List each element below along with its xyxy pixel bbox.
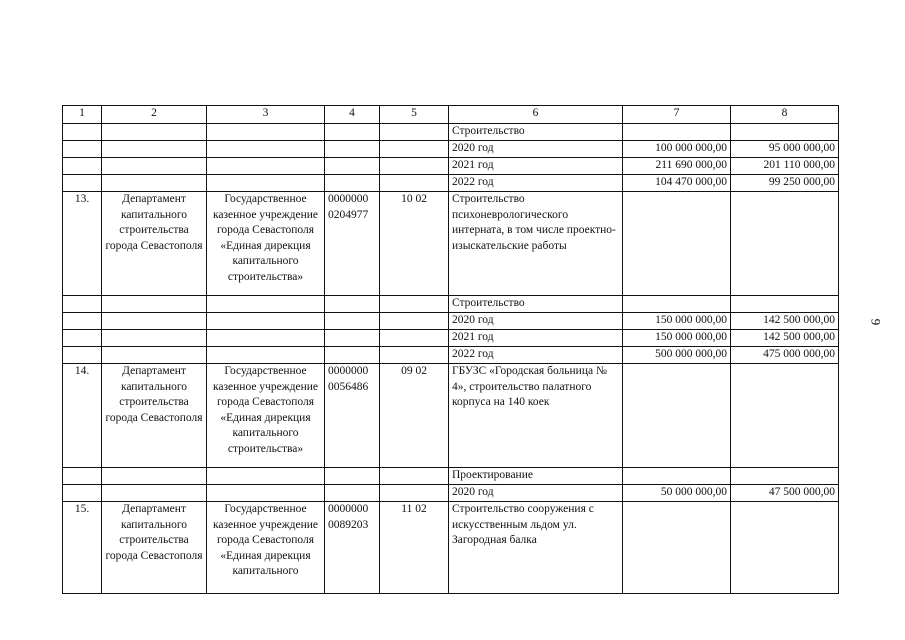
- header-cell-7: 7: [623, 106, 731, 124]
- empty-cell: [102, 141, 207, 158]
- institution-name: Государственное казенное учреждение города Севастополя «Единая дирекция капитального строительства»: [207, 364, 325, 468]
- item-label: 2021 год: [449, 158, 623, 175]
- amount-col8: 95 000 000,00: [731, 141, 839, 158]
- item-number: 14.: [63, 364, 102, 468]
- empty-cell: [731, 364, 839, 468]
- empty-cell: [380, 330, 449, 347]
- institution-name: Государственное казенное учреждение города Севастополя «Единая дирекция капитального: [207, 502, 325, 594]
- item-label: Строительство: [449, 124, 623, 141]
- empty-cell: [207, 330, 325, 347]
- object-description: Строительство сооружения с искусственным льдом ул. Загородная балка: [449, 502, 623, 594]
- item-label: Проектирование: [449, 468, 623, 485]
- amount-col8: 47 500 000,00: [731, 485, 839, 502]
- item-label: 2022 год: [449, 175, 623, 192]
- sub-row: [63, 296, 839, 313]
- empty-cell: [102, 158, 207, 175]
- amount-col8: 201 110 000,00: [731, 158, 839, 175]
- amount-col8: 142 500 000,00: [731, 313, 839, 330]
- object-code: 0000000 0056486: [325, 364, 380, 468]
- object-code: 0000000 0089203: [325, 502, 380, 594]
- empty-cell: [63, 175, 102, 192]
- empty-cell: [102, 347, 207, 364]
- item-number: 13.: [63, 192, 102, 296]
- header-row: [63, 106, 839, 124]
- department-name: Департамент капитального строительства города Севастополя: [102, 502, 207, 594]
- item-label: 2022 год: [449, 347, 623, 364]
- empty-cell: [207, 313, 325, 330]
- empty-cell: [731, 502, 839, 594]
- empty-cell: [102, 124, 207, 141]
- header-cell-8: 8: [731, 106, 839, 124]
- empty-cell: [207, 124, 325, 141]
- item-label: 2020 год: [449, 313, 623, 330]
- empty-cell: [207, 141, 325, 158]
- item-label: 2020 год: [449, 485, 623, 502]
- empty-cell: [207, 175, 325, 192]
- empty-cell: [63, 485, 102, 502]
- amount-col8: [731, 296, 839, 313]
- item-number: 15.: [63, 502, 102, 594]
- empty-cell: [380, 296, 449, 313]
- object-code: 0000000 0204977: [325, 192, 380, 296]
- header-cell-3: 3: [207, 106, 325, 124]
- amount-col7: 211 690 000,00: [623, 158, 731, 175]
- header-cell-1: 1: [63, 106, 102, 124]
- empty-cell: [325, 313, 380, 330]
- empty-cell: [63, 330, 102, 347]
- item-label: Строительство: [449, 296, 623, 313]
- section-code: 10 02: [380, 192, 449, 296]
- empty-cell: [380, 124, 449, 141]
- empty-cell: [63, 158, 102, 175]
- empty-cell: [380, 485, 449, 502]
- header-cell-6: 6: [449, 106, 623, 124]
- sub-row: [63, 330, 839, 347]
- empty-cell: [63, 313, 102, 330]
- department-name: Департамент капитального строительства города Севастополя: [102, 364, 207, 468]
- empty-cell: [325, 468, 380, 485]
- empty-cell: [63, 141, 102, 158]
- empty-cell: [325, 158, 380, 175]
- empty-cell: [207, 485, 325, 502]
- amount-col7: 100 000 000,00: [623, 141, 731, 158]
- amount-col7: 50 000 000,00: [623, 485, 731, 502]
- header-cell-4: 4: [325, 106, 380, 124]
- empty-cell: [325, 347, 380, 364]
- empty-cell: [325, 296, 380, 313]
- empty-cell: [102, 175, 207, 192]
- amount-col8: 99 250 000,00: [731, 175, 839, 192]
- empty-cell: [63, 124, 102, 141]
- section-code: 09 02: [380, 364, 449, 468]
- institution-name: Государственное казенное учреждение города Севастополя «Единая дирекция капитального строительства»: [207, 192, 325, 296]
- amount-col8: [731, 124, 839, 141]
- item-row: [63, 502, 839, 594]
- empty-cell: [380, 141, 449, 158]
- empty-cell: [623, 364, 731, 468]
- sub-row: [63, 124, 839, 141]
- sub-row: [63, 141, 839, 158]
- sub-row: [63, 158, 839, 175]
- empty-cell: [207, 347, 325, 364]
- empty-cell: [623, 502, 731, 594]
- empty-cell: [207, 468, 325, 485]
- item-label: 2020 год: [449, 141, 623, 158]
- empty-cell: [380, 158, 449, 175]
- item-row: [63, 364, 839, 468]
- empty-cell: [102, 296, 207, 313]
- sub-row: [63, 175, 839, 192]
- amount-col8: 475 000 000,00: [731, 347, 839, 364]
- empty-cell: [731, 192, 839, 296]
- amount-col7: 150 000 000,00: [623, 313, 731, 330]
- item-label: 2021 год: [449, 330, 623, 347]
- empty-cell: [63, 296, 102, 313]
- empty-cell: [325, 124, 380, 141]
- empty-cell: [207, 296, 325, 313]
- sub-row: [63, 485, 839, 502]
- empty-cell: [102, 468, 207, 485]
- empty-cell: [380, 347, 449, 364]
- amount-col8: 142 500 000,00: [731, 330, 839, 347]
- sub-row: [63, 468, 839, 485]
- budget-table: [62, 105, 839, 594]
- empty-cell: [325, 175, 380, 192]
- empty-cell: [63, 347, 102, 364]
- empty-cell: [325, 141, 380, 158]
- amount-col7: [623, 296, 731, 313]
- object-description: Строительство психоневрологического интерната, в том числе проектно-изыскательские работы: [449, 192, 623, 296]
- sub-row: [63, 347, 839, 364]
- empty-cell: [380, 468, 449, 485]
- object-description: ГБУЗС «Городская больница № 4», строительство палатного корпуса на 140 коек: [449, 364, 623, 468]
- amount-col7: 500 000 000,00: [623, 347, 731, 364]
- amount-col7: 150 000 000,00: [623, 330, 731, 347]
- item-row: [63, 192, 839, 296]
- empty-cell: [102, 313, 207, 330]
- amount-col7: [623, 124, 731, 141]
- header-cell-2: 2: [102, 106, 207, 124]
- amount-col8: [731, 468, 839, 485]
- empty-cell: [325, 485, 380, 502]
- department-name: Департамент капитального строительства города Севастополя: [102, 192, 207, 296]
- empty-cell: [623, 192, 731, 296]
- sub-row: [63, 313, 839, 330]
- empty-cell: [102, 330, 207, 347]
- empty-cell: [380, 313, 449, 330]
- section-code: 11 02: [380, 502, 449, 594]
- empty-cell: [380, 175, 449, 192]
- page-number: 9: [868, 318, 884, 326]
- empty-cell: [207, 158, 325, 175]
- empty-cell: [325, 330, 380, 347]
- amount-col7: [623, 468, 731, 485]
- empty-cell: [63, 468, 102, 485]
- empty-cell: [102, 485, 207, 502]
- amount-col7: 104 470 000,00: [623, 175, 731, 192]
- header-cell-5: 5: [380, 106, 449, 124]
